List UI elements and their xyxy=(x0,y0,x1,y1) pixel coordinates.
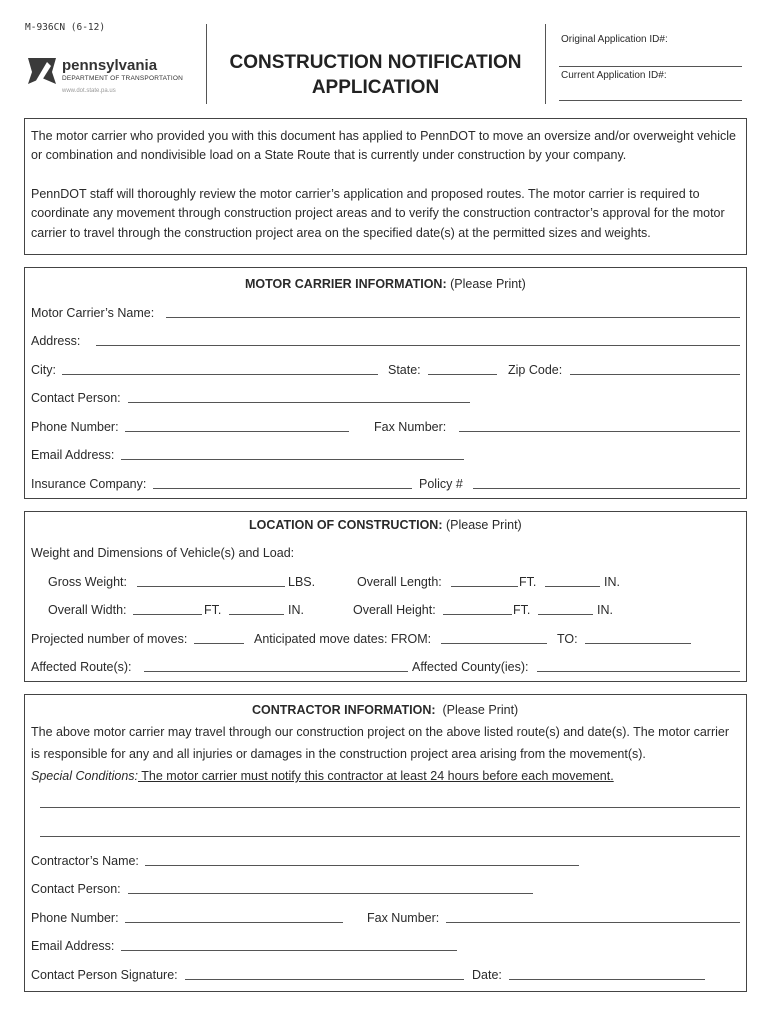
insurance-label: Insurance Company: xyxy=(31,477,147,491)
motor-heading: MOTOR CARRIER INFORMATION: (Please Print) xyxy=(245,277,526,291)
signature-field[interactable] xyxy=(185,979,464,980)
logo-url: www.dot.state.pa.us xyxy=(62,88,116,94)
original-id-label: Original Application ID#: xyxy=(561,34,668,45)
state-label: State: xyxy=(388,363,421,377)
insurance-field[interactable] xyxy=(153,488,412,489)
contractor-phone-label: Phone Number: xyxy=(31,911,119,925)
to-date-field[interactable] xyxy=(585,643,691,644)
form-title-line2: APPLICATION xyxy=(311,77,440,98)
gross-weight-field[interactable] xyxy=(137,586,285,587)
gross-weight-label: Gross Weight: xyxy=(48,575,127,589)
length-in-unit: IN. xyxy=(604,575,620,589)
current-id-label: Current Application ID#: xyxy=(561,70,667,81)
policy-field[interactable] xyxy=(473,488,740,489)
overall-width-label: Overall Width: xyxy=(48,603,127,617)
current-id-field[interactable] xyxy=(559,100,742,101)
location-heading: LOCATION OF CONSTRUCTION: (Please Print) xyxy=(249,518,522,532)
overall-height-label: Overall Height: xyxy=(353,603,436,617)
intro-p1-line2: or combination and nondivisible load on a State Route that is currently under construction by your company. xyxy=(31,148,627,162)
phone-field[interactable] xyxy=(125,431,349,432)
contractor-text-line1: The above motor carrier may travel through our construction project on the above listed route(s) and date(s). The motor carrier xyxy=(31,725,730,739)
policy-label: Policy # xyxy=(419,477,463,491)
location-section xyxy=(24,511,747,682)
counties-label: Affected County(ies): xyxy=(412,660,529,674)
contractor-name-label: Contractor’s Name: xyxy=(31,854,139,868)
email-label: Email Address: xyxy=(31,448,115,462)
address-label: Address: xyxy=(31,334,81,348)
contractor-fax-label: Fax Number: xyxy=(367,911,440,925)
original-id-field[interactable] xyxy=(559,66,742,67)
routes-field[interactable] xyxy=(144,671,408,672)
form-title-line1: CONSTRUCTION NOTIFICATION xyxy=(229,52,522,73)
address-field[interactable] xyxy=(96,345,740,346)
motor-carrier-section xyxy=(24,267,747,499)
date-field[interactable] xyxy=(509,979,705,980)
date-label: Date: xyxy=(472,968,502,982)
contractor-email-field[interactable] xyxy=(121,950,457,951)
width-ft-unit: FT. xyxy=(204,603,222,617)
lbs-unit: LBS. xyxy=(288,575,316,589)
anticipated-from-label: Anticipated move dates: FROM: xyxy=(254,632,432,646)
special-conditions: Special Conditions: The motor carrier must notify this contractor at least 24 hours before each movement. xyxy=(31,769,614,783)
to-label: TO: xyxy=(557,632,578,646)
weight-dims-label: Weight and Dimensions of Vehicle(s) and Load: xyxy=(31,546,295,560)
email-field[interactable] xyxy=(121,459,464,460)
contractor-fax-field[interactable] xyxy=(446,922,740,923)
zip-field[interactable] xyxy=(570,374,740,375)
fax-label: Fax Number: xyxy=(374,420,447,434)
height-in-field[interactable] xyxy=(538,614,593,615)
length-in-field[interactable] xyxy=(545,586,600,587)
contractor-phone-field[interactable] xyxy=(125,922,343,923)
contractor-text-line2: is responsible for any and all injuries or damages in the construction project area arising from the movement(s). xyxy=(31,747,646,761)
special-conditions-line-1[interactable] xyxy=(40,807,740,808)
state-field[interactable] xyxy=(428,374,497,375)
width-in-field[interactable] xyxy=(229,614,284,615)
overall-length-label: Overall Length: xyxy=(357,575,442,589)
city-field[interactable] xyxy=(62,374,378,375)
city-label: City: xyxy=(31,363,56,377)
special-conditions-line-2[interactable] xyxy=(40,836,740,837)
height-ft-field[interactable] xyxy=(443,614,512,615)
logo-name: pennsylvania xyxy=(62,57,158,74)
phone-label: Phone Number: xyxy=(31,420,119,434)
carrier-name-field[interactable] xyxy=(166,317,740,318)
contractor-contact-field[interactable] xyxy=(128,893,533,894)
intro-p2-line1: PennDOT staff will thoroughly review the motor carrier’s application and proposed routes. The motor carrier is required to xyxy=(31,187,700,201)
intro-p1-line1: The motor carrier who provided you with this document has applied to PennDOT to move an oversize and/or overweight vehicle xyxy=(31,129,736,143)
signature-label: Contact Person Signature: xyxy=(31,968,178,982)
height-ft-unit: FT. xyxy=(513,603,531,617)
routes-label: Affected Route(s): xyxy=(31,660,132,674)
projected-moves-label: Projected number of moves: xyxy=(31,632,188,646)
length-ft-field[interactable] xyxy=(451,586,518,587)
contractor-contact-label: Contact Person: xyxy=(31,882,121,896)
width-ft-field[interactable] xyxy=(133,614,202,615)
contact-label: Contact Person: xyxy=(31,391,121,405)
zip-label: Zip Code: xyxy=(508,363,563,377)
form-number: M-936CN (6-12) xyxy=(25,22,106,33)
width-in-unit: IN. xyxy=(288,603,304,617)
header-divider-right xyxy=(545,24,546,104)
carrier-name-label: Motor Carrier’s Name: xyxy=(31,306,155,320)
logo-dept: DEPARTMENT OF TRANSPORTATION xyxy=(62,75,184,82)
length-ft-unit: FT. xyxy=(519,575,537,589)
contact-field[interactable] xyxy=(128,402,470,403)
projected-moves-field[interactable] xyxy=(194,643,244,644)
height-in-unit: IN. xyxy=(597,603,613,617)
counties-field[interactable] xyxy=(537,671,740,672)
penndot-logo xyxy=(25,54,185,99)
contractor-email-label: Email Address: xyxy=(31,939,115,953)
intro-p2-line3: carrier to travel through the construction project area on the specified date(s) at the permitted sizes and weights. xyxy=(31,226,651,240)
fax-field[interactable] xyxy=(459,431,740,432)
contractor-heading: CONTRACTOR INFORMATION: (Please Print) xyxy=(252,703,519,717)
intro-p2-line2: coordinate any movement through construction project areas and to verify the construction contractor’s approval for the motor xyxy=(31,206,725,220)
from-date-field[interactable] xyxy=(441,643,547,644)
keystone-logo-icon xyxy=(25,54,59,88)
contractor-name-field[interactable] xyxy=(145,865,579,866)
